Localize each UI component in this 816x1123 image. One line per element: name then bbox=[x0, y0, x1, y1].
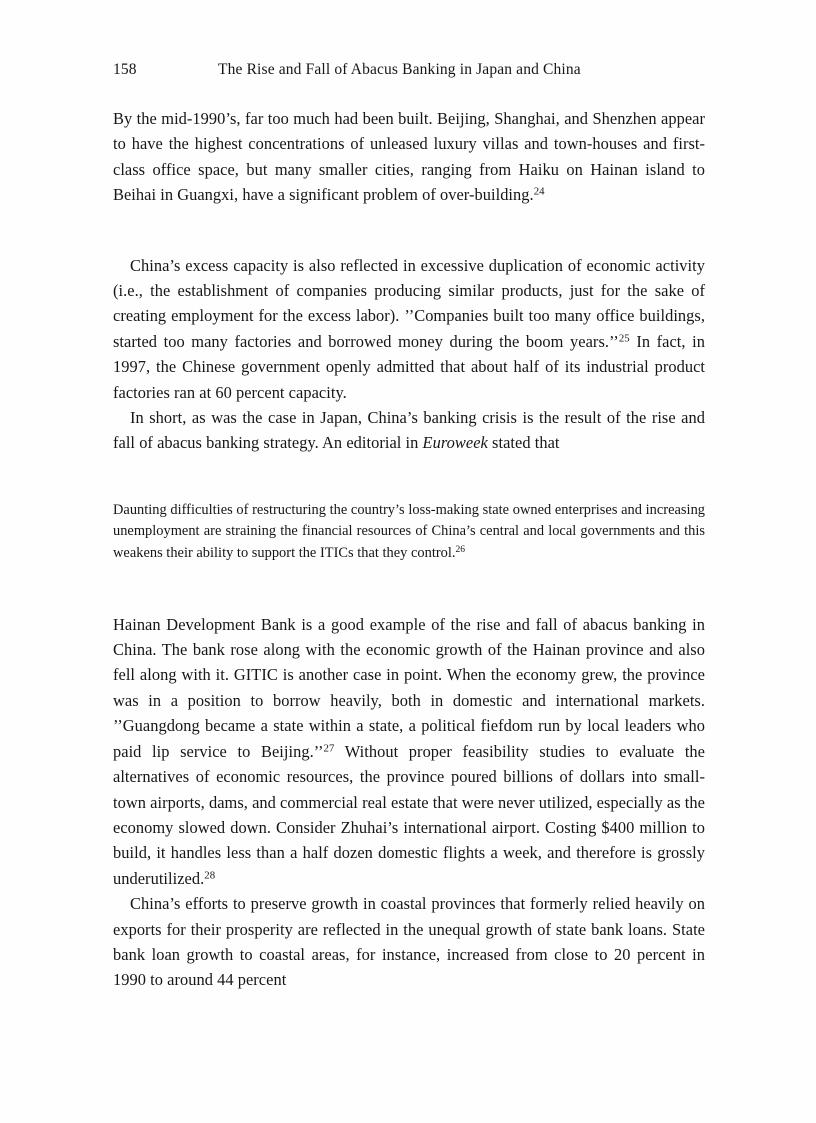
paragraph-2-text-before-note: China’s excess capacity is also reflected in excessive duplication of economic activity (i.e., the establishment of companies producing similar products, just for the sake of creating employment for the excess labor). ’’Companies built too many office buildings, started too many factories and borrowed money during the boom years.’’ bbox=[113, 255, 705, 351]
paragraph-4 bbox=[113, 612, 705, 891]
paragraph-4-text-middle: Without proper feasibility studies to evaluate the alternatives of economic resources, the province poured billions of dollars into small-town airports, dams, and commercial real estate that were never utilized, especially as the economy slowed down. Consider Zhuhai’s international airport. Costing $400 million to build, it handles less than a half dozen domestic flights a week, and therefore is grossly underutilized. bbox=[113, 741, 705, 888]
paragraph-2 bbox=[113, 253, 705, 405]
block-quotation bbox=[113, 500, 705, 565]
running-head bbox=[113, 58, 705, 82]
running-head-title: The Rise and Fall of Abacus Banking in Japan and China bbox=[218, 61, 581, 78]
text-block bbox=[113, 106, 705, 993]
paragraph-4-text-before-note: Hainan Development Bank is a good example of the rise and fall of abacus banking in China. The bank rose along with the economic growth of the Hainan province and also fell along with it. GITIC is another case in point. When the economy grew, the province was in a position to borrow heavily, both in domestic and international markets. ’’Guangdong became a state within a state, a political fiefdom run by local leaders who paid lip service to Beijing.’’ bbox=[113, 614, 705, 761]
paragraph-gap bbox=[113, 208, 705, 253]
paragraph-1-text: By the mid-1990’s, far too much had been built. Beijing, Shanghai, and Shenzhen appear to have the highest concentrations of unleased luxury villas and town-houses and first-class office space, but many smaller cities, ranging from Haiku on Hainan island to Beihai in Guangxi, have a significant problem of over-building. bbox=[113, 109, 705, 205]
footnote-marker-27: 27 bbox=[323, 742, 335, 755]
paragraph-1 bbox=[113, 106, 705, 208]
blockquote-gap-before bbox=[113, 456, 705, 500]
paragraph-5-text: China’s efforts to preserve growth in coastal provinces that formerly relied heavily on exports for their prosperity are reflected in the unequal growth of state bank loans. State bank loan growth to coastal areas, for instance, increased from close to 20 percent in 1990 to around 44 percent bbox=[113, 894, 705, 990]
footnote-marker-24: 24 bbox=[533, 185, 545, 198]
page-number: 158 bbox=[113, 61, 137, 78]
footnote-marker-26: 26 bbox=[455, 545, 466, 556]
journal-title-euroweek: Euroweek bbox=[422, 433, 488, 453]
footnote-marker-28: 28 bbox=[204, 869, 216, 882]
paragraph-5 bbox=[113, 891, 705, 993]
blockquote-gap-after bbox=[113, 565, 705, 612]
paragraph-3-text-after-italic: stated that bbox=[487, 433, 560, 453]
paragraph-2-text-after-note: In fact, in 1997, the Chinese government openly admitted that about half of its industrial product factories ran at 60 percent capacity. bbox=[113, 331, 705, 402]
paragraph-3 bbox=[113, 405, 705, 456]
footnote-marker-25: 25 bbox=[618, 332, 630, 345]
blockquote-text: Daunting difficulties of restructuring the country’s loss-making state owned enterprises and increasing unemployment are straining the financial resources of China’s central and local governments and this weakens their ability to support the ITICs that they control. bbox=[113, 501, 705, 562]
paragraph-3-text-before-italic: In short, as was the case in Japan, China’s banking crisis is the result of the rise and fall of abacus banking strategy. An editorial in bbox=[113, 408, 705, 453]
